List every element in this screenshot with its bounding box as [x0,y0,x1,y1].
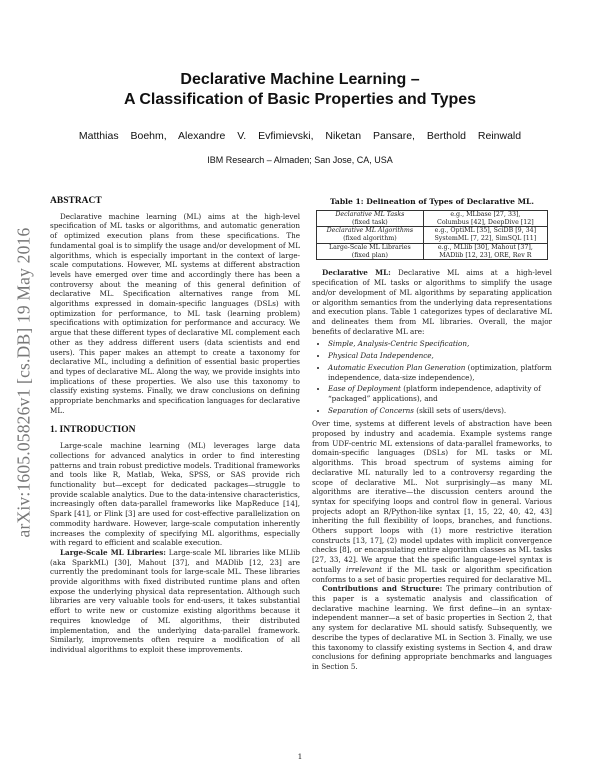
type-cell [317,210,424,227]
example-line-2: Columbus [42], DeepDive [12] [437,218,534,226]
title-line-2: A Classification of Basic Properties and Types [123,91,477,108]
example-cell [423,243,547,260]
example-cell [423,227,547,244]
list-item [328,384,552,403]
intro-heading: 1. INTRODUCTION [50,425,136,436]
abstract-text: Declarative machine learning (ML) aims at the high-level specification of ML tasks or algorithms, and automatic generation of optimized execution plans from these specifications. The fundamental goal is to simplify the usage and/or development of ML algorithms, which is especially important in the context of large-scale computations. However, ML systems at different abstraction levels have emerged over time and accordingly there has been a controversy about the meaning of this general definition of declarative ML. Specification alternatives range from ML algorithms expressed in domain-specific languages (DSLs) with optimization for performance, to ML task (learning problem) specifications with optimization for performance and accuracy. We argue that these different types of declarative ML complement each other as they address different users (data scientists and end users). This paper makes an attempt to create a taxonomy for declarative ML, including a definition of essential basic properties and types of declarative ML. Along the way, we provide insights into implications of these properties. We also use this taxonomy to classify existing systems. Finally, we draw conclusions on defining appropriate benchmarks and specification languages for declarative ML. [50,211,300,415]
type-name: Large-Scale ML Libraries [328,243,411,251]
type-sub: (fixed task) [352,218,388,226]
type-cell [317,227,424,244]
benefit-detail: (platform independence, adaptivity of “packaged” applications), and [328,384,541,403]
abstract-heading: ABSTRACT [50,196,102,206]
benefit-term: Physical Data Independence, [328,351,434,361]
arxiv-stamp [6,185,42,580]
type-cell [317,243,424,260]
declarative-ml-paragraph [312,268,552,336]
left-column [50,197,300,655]
benefits-list [312,339,552,415]
benefit-term: Separation of Concerns [328,405,414,415]
title-line-1: Declarative Machine Learning – [180,71,420,88]
page-number: 1 [297,752,303,761]
type-sub: (fixed algorithm) [343,235,397,243]
type-name: Declarative ML Tasks [335,210,405,218]
authors: Matthias Boehm, Alexandre V. Evfimievski, Niketan Pansare, Berthold Reinwald [78,130,522,142]
intro-paragraph-2 [50,548,300,655]
systems-emphasis: irrelevant [346,564,382,574]
affiliation: IBM Research – Almaden; San Jose, CA, USA [207,155,393,165]
declarative-ml-text: Declarative ML aims at a high-level specification of ML tasks or algorithms to simplify the usage and/or development of ML algorithms by separating application or algorithm semantics from the underlying data representations and execution plans. Table 1 categorizes types of declarative ML and delineates them from ML libraries. Overall, the major benefits of declarative ML are: [312,268,552,336]
example-line-1: e.g., MLlib [30], Mahout [37], [437,243,533,251]
benefit-term: Automatic Execution Plan Generation [328,362,466,372]
contributions-lead: Contributions and Structure: [322,584,443,594]
systems-text-a: Over time, systems at different levels of abstraction have been proposed by industry and academia. Example systems range from UDF-centric ML extensions of data-parallel frameworks, to domain-specific languages (DSLs) for ML tasks or ML algorithms. This broad spectrum of systems aiming for declarative ML naturally led to a controversy regarding the scope of declarative ML. Not surprisingly—as many ML algorithms are iterative—the discussion centers around the syntax for specifying loops and control flow in general. Various projects adopt an R/Python-like syntax [1, 15, 22, 40, 42, 43] inheriting the full flexibility of loops, branches, and functions. Others support loops with (1) more restrictive iteration constructs [13, 17], (2) model updates with implicit convergence checks [8], or encapsulating entire algorithm classes as ML tasks [27, 33, 42]. We argue that the specific language-level syntax is actually [312,419,552,574]
table-caption: Table 1: Delineation of Types of Declarative ML. [330,197,534,206]
libraries-text: Large-scale ML libraries like MLlib (aka SparkML) [30], Mahout [37], and MADlib [12, 23] are currently the predominant tools for large-scale ML. These libraries provide algorithms with fixed distributed runtime plans and often expose the underlying physical data representation. Although such libraries are very valuable tools for end-users, it takes substantial effort to write new or customize existing algorithms because it requires knowledge of ML algorithms, their distributed implementation, and the underlying data-parallel framework. Similarly, improvements often require a modification of all individual algorithms to exploit these improvements. [50,547,300,654]
declarative-ml-lead: Declarative ML: [322,268,391,278]
table-row [317,243,548,260]
table-row [317,227,548,244]
type-name: Declarative ML Algorithms [326,227,414,235]
table-row [317,210,548,227]
list-item [328,363,552,382]
paper-title [0,70,600,110]
intro-paragraph-1: Large-scale machine learning (ML) leverages large data collections for advanced analytics in order to find interesting patterns and train robust predictive models. Traditional frameworks and tools like R, Matlab, Weka, SPSS, or SAS provide rich functionality but—except for dedicated packages—struggle to provide scalable analytics. Due to the data-intensive characteristics, increasingly often data-parallel frameworks like MapReduce [14], Spark [41], or Flink [3] are used for cost-effective parallelization on commodity hardware. However, large-scale computation inherently increases the complexity of specifying ML algorithms, especially with regard to efficient and scalable execution. [50,441,300,548]
type-sub: (fixed plan) [351,251,389,259]
example-line-2: SystemML [7, 22], SimSQL [11] [434,235,537,243]
example-line-2: MADlib [12, 23], ORE, Rev R [439,251,532,259]
delineation-table [316,210,548,261]
libraries-lead: Large-Scale ML Libraries: [60,547,166,557]
benefit-term: Ease of Deployment [328,384,401,394]
example-line-1: e.g., MLbase [27, 33], [450,210,521,218]
example-line-1: e.g., OptiML [35], SciDB [9, 34] [434,227,537,235]
contributions-paragraph [312,584,552,671]
example-cell [423,210,547,227]
arxiv-stamp-text: arXiv:1605.05826v1 [cs.DB] 19 May 2016 [13,227,34,538]
contributions-text: The primary contribution of this paper is a systematic analysis and classification of declarative machine learning. We first define—in an syntax-independent manner—a set of basic properties in Section 2, that any system for declarative ML should satisfy. Subsequently, we describe the types of declarative ML in Section 3. Finally, we use this taxonomy to classify existing systems in Section 4, and draw conclusions for defining appropriate benchmarks and languages in Section 5. [312,584,552,671]
right-column [312,197,552,672]
benefit-detail: (optimization, platform independence, data-size independence), [328,362,552,382]
list-item [328,351,552,361]
systems-paragraph [312,419,552,584]
list-item [328,339,552,349]
benefit-term: Simple, Analysis-Centric Specification, [328,339,470,349]
benefit-detail: (skill sets of users/devs). [413,405,507,415]
systems-text-b: if the ML task or algorithm specification conforms to a set of basic properties required for declarative ML. [312,564,553,584]
list-item [328,406,552,416]
